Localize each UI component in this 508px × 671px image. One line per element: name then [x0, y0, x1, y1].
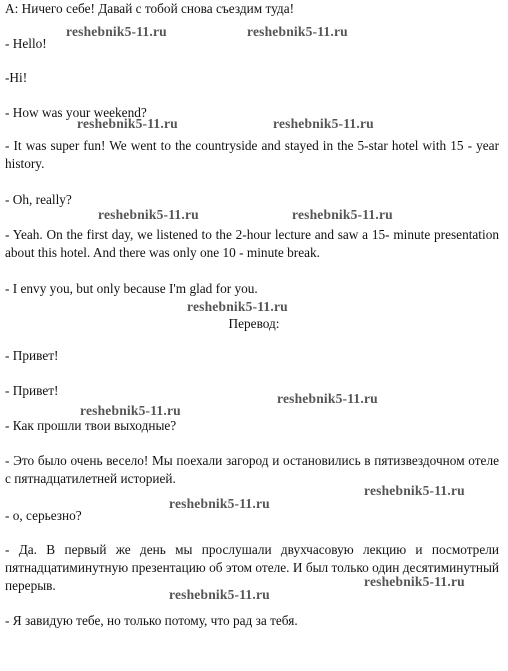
watermark: reshebnik5-11.ru [169, 587, 270, 602]
translation-line-kak-proshli: - Как прошли твои выходные? [5, 418, 177, 433]
dialogue-line-how-weekend: - How was your weekend? [5, 105, 147, 120]
watermark: reshebnik5-11.ru [247, 24, 348, 39]
translation-line-eto-bylo: - Это было очень весело! Мы поехали загород и остановились в пятизвездочном отеле с пятнадцатилетней историей. [5, 453, 499, 486]
dialogue-line-super-fun: - It was super fun! We went to the countryside and stayed in the 5-star hotel with 15 - year history. [5, 138, 499, 171]
translation-heading: Перевод: [228, 316, 280, 331]
watermark: reshebnik5-11.ru [187, 299, 288, 314]
watermark: reshebnik5-11.ru [364, 574, 465, 589]
watermark: reshebnik5-11.ru [277, 391, 378, 406]
watermark: reshebnik5-11.ru [273, 116, 374, 131]
watermark: reshebnik5-11.ru [66, 24, 167, 39]
translation-line-zaviduyu: - Я завидую тебе, но только потому, что рад за тебя. [5, 613, 298, 628]
watermark: reshebnik5-11.ru [169, 496, 270, 511]
translation-line-o-serezno: - о, серьезно? [5, 508, 82, 523]
watermark: reshebnik5-11.ru [98, 207, 199, 222]
header-line: А: Ничего себе! Давай с тобой снова съездим туда! [5, 1, 295, 16]
dialogue-line-yeah: - Yeah. On the first day, we listened to the 2-hour lecture and saw a 15- minute presentation about this hotel. And there was only one 10 - minute break. [5, 227, 499, 260]
watermark: reshebnik5-11.ru [292, 207, 393, 222]
watermark: reshebnik5-11.ru [80, 403, 181, 418]
dialogue-line-hello: - Hello! [5, 36, 47, 51]
translation-line-da: - Да. В первый же день мы прослушали двухчасовую лекцию и посмотрели пятнадцатиминутную презентацию об этом отеле. И был только один десятиминутный перерыв. [5, 542, 499, 593]
watermark: reshebnik5-11.ru [364, 483, 465, 498]
translation-line-privet-1: - Привет! [5, 348, 59, 363]
watermark: reshebnik5-11.ru [77, 116, 178, 131]
dialogue-line-hi: -Hi! [5, 70, 28, 85]
translation-line-privet-2: - Привет! [5, 383, 59, 398]
dialogue-line-envy: - I envy you, but only because I'm glad for you. [5, 281, 258, 296]
dialogue-line-oh-really: - Oh, really? [5, 192, 72, 207]
